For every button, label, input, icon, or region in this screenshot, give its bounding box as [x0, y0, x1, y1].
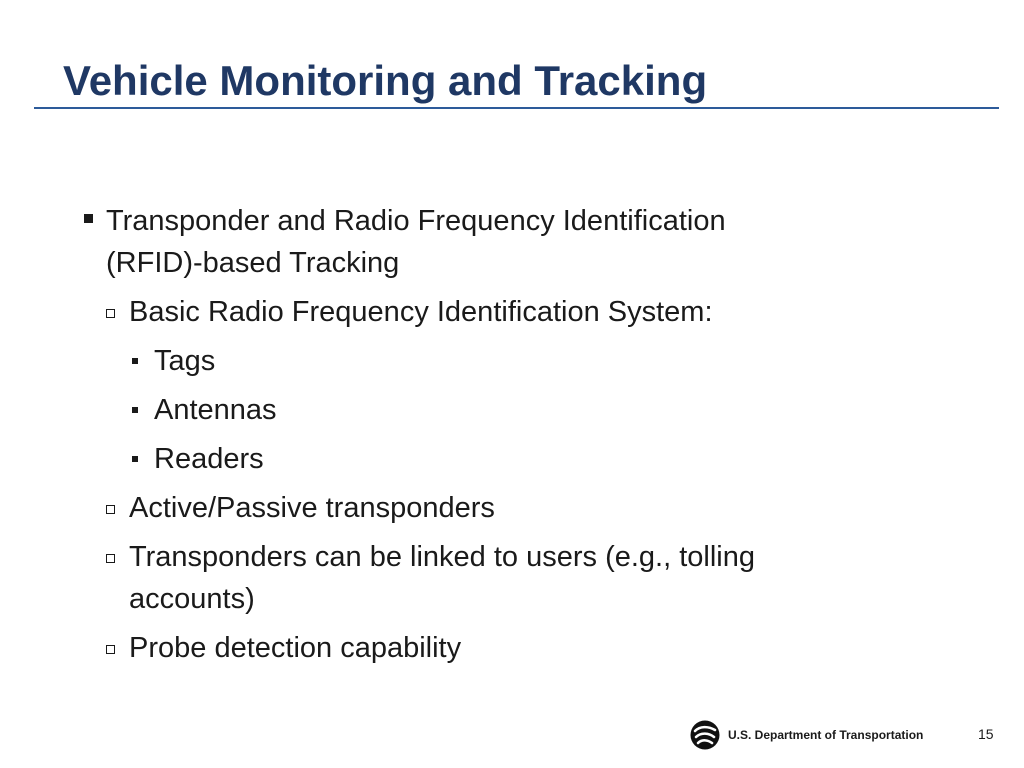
hollow-square-bullet-icon	[106, 505, 115, 514]
bullet-item-tags	[80, 340, 920, 382]
bullet-item-linked-users	[80, 536, 920, 620]
hollow-square-bullet-icon	[106, 554, 115, 563]
title-divider	[34, 107, 999, 109]
square-bullet-icon	[84, 214, 93, 223]
usdot-logo-icon	[690, 720, 720, 750]
bullet-item-antennas	[80, 389, 920, 431]
bullet-line: Antennas	[154, 394, 277, 426]
slide-title: Vehicle Monitoring and Tracking	[63, 57, 708, 104]
bullet-line: Active/Passive transponders	[129, 492, 495, 524]
page-number: 15	[978, 726, 994, 742]
bullet-list	[80, 200, 920, 676]
hollow-square-bullet-icon	[106, 645, 115, 654]
bullet-line: Basic Radio Frequency Identification System:	[129, 296, 713, 328]
small-square-bullet-icon	[132, 456, 138, 462]
bullet-item-probe-detection	[80, 627, 920, 669]
bullet-line: Tags	[154, 345, 216, 377]
bullet-item-active-passive	[80, 487, 920, 529]
hollow-square-bullet-icon	[106, 309, 115, 318]
bullet-item-rfid-tracking	[80, 200, 920, 284]
bullet-line: (RFID)-based Tracking	[106, 247, 400, 279]
footer	[690, 720, 923, 750]
small-square-bullet-icon	[132, 407, 138, 413]
department-name: U.S. Department of Transportation	[728, 728, 924, 742]
small-square-bullet-icon	[132, 358, 138, 364]
bullet-line: Probe detection capability	[129, 632, 462, 664]
bullet-line: Readers	[154, 443, 264, 475]
bullet-item-basic-rfid-system	[80, 291, 920, 333]
bullet-line: Transponder and Radio Frequency Identification	[106, 205, 726, 237]
bullet-line: accounts)	[129, 583, 255, 615]
bullet-item-readers	[80, 438, 920, 480]
bullet-line: Transponders can be linked to users (e.g., tolling	[129, 541, 755, 573]
